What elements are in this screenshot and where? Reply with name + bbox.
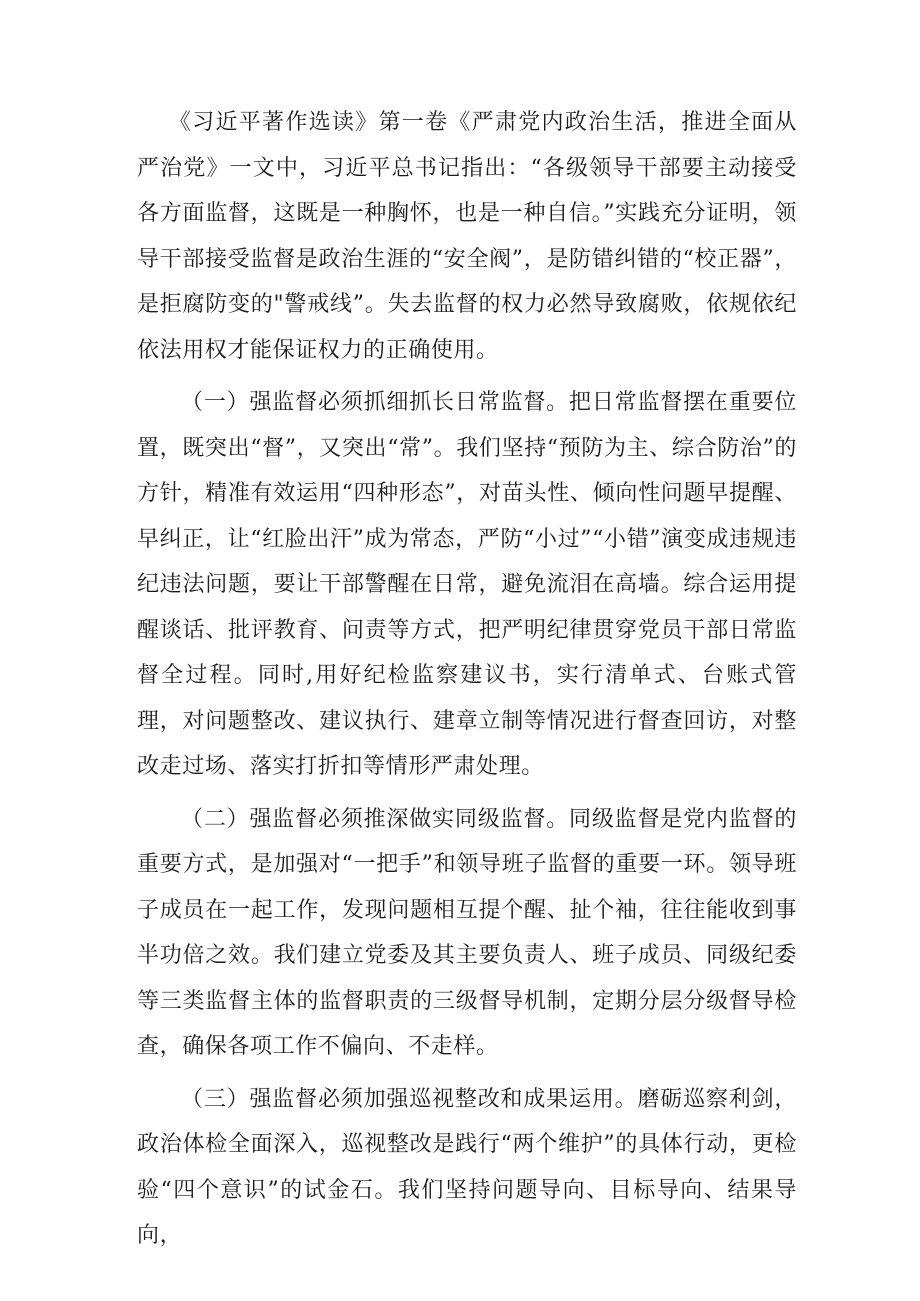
paragraph-intro: 《习近平著作选读》第一卷《严肃党内政治生活，推进全面从严治党》一文中，习近平总书记指出：“各级领导干部要主动接受各方面监督，这既是一种胸怀，也是一种自信。”实践充分证明，领导干部接受监督是政治生涯的“安全阀”，是防错纠错的“校正器”，是拒腐防变的"警戒线”。失去监督的权力必然导致腐败，依规依纪依法用权才能保证权力的正确使用。 — [137, 110, 797, 363]
paragraph-peer-supervision: （二）强监督必须推深做实同级监督。同级监督是党内监督的重要方式，是加强对“一把手”和领导班子监督的重要一环。领导班子成员在一起工作，发现问题相互提个醒、扯个袖，往往能收到事半功倍之效。我们建立党委及其主要负责人、班子成员、同级纪委等三类监督主体的监督职责的三级督导机制，定期分层分级督导检查，确保各项工作不偏向、不走样。 — [137, 806, 797, 1059]
paragraph-daily-supervision: （一）强监督必须抓细抓长日常监督。把日常监督摆在重要位置，既突出“督”，又突出“常”。我们坚持“预防为主、综合防治”的方针，精准有效运用“四种形态”，对苗头性、倾向性问题早提醒、早纠正，让“红脸出汗”成为常态，严防“小过”“小错”演变成违规违纪违法问题，要让干部警醒在日常，避免流泪在高墙。综合运用提醒谈话、批评教育、问责等方式，把严明纪律贯穿党员干部日常监督全过程。同时,用好纪检监察建议书，实行清单式、台账式管理，对问题整改、建议执行、建章立制等情况进行督查回访，对整改走过场、落实打折扣等情形严肃处理。 — [137, 390, 797, 779]
document-body — [137, 100, 797, 1266]
paragraph-inspection-rectification: （三）强监督必须加强巡视整改和成果运用。磨砺巡察利剑，政治体检全面深入，巡视整改是践行“两个维护”的具体行动，更检验“四个意识”的试金石。我们坚持问题导向、目标导向、结果导向， — [137, 1086, 797, 1248]
